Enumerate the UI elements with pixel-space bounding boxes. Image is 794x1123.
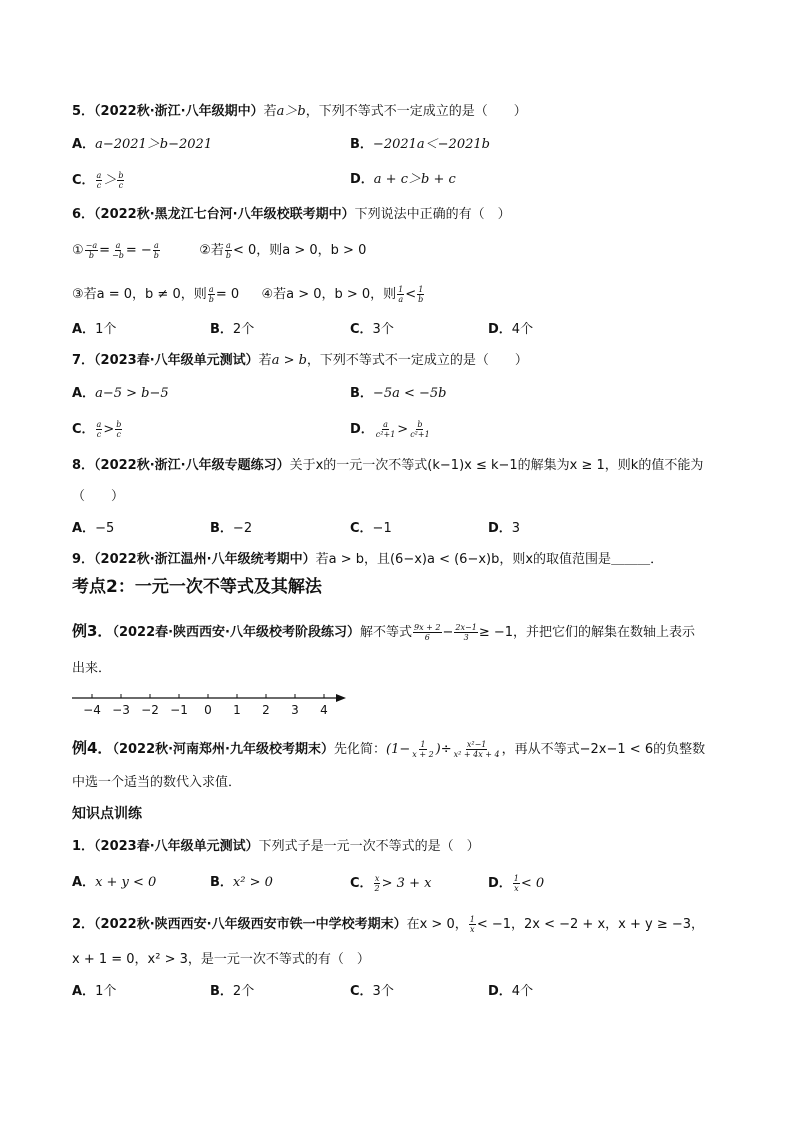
q5-source: （2022秋·浙江·八年级期中） xyxy=(94,104,264,119)
fraction: $\frac{a}{b}$ xyxy=(153,241,159,260)
option-label: C． xyxy=(72,173,95,188)
denominator: 3 xyxy=(463,633,469,642)
option-text: a−5 > b−5 xyxy=(95,386,169,401)
q6-statements-row1 xyxy=(72,241,366,260)
statement-tail: = 0 xyxy=(215,287,240,302)
q7-stem xyxy=(72,352,528,370)
numerator: x²−1 xyxy=(466,740,487,749)
option-text: ＞ xyxy=(103,173,117,188)
q6-statements-row2 xyxy=(72,285,425,304)
fraction xyxy=(411,740,434,759)
option-label: D． xyxy=(488,521,512,536)
number-line-tick-label: 2 xyxy=(262,703,270,717)
example-3-label: 例3． xyxy=(72,622,113,640)
period: ． xyxy=(650,552,664,567)
t1-stem xyxy=(72,838,480,856)
option-label: D． xyxy=(488,876,512,891)
number-line-tick-label: −1 xyxy=(170,703,188,717)
q5-option-c[interactable] xyxy=(72,171,125,190)
example-3-text-b: ≥ −1，并把它们的解集在数轴上表示 xyxy=(478,625,696,640)
q7-option-a[interactable] xyxy=(72,385,169,403)
number-line-tick-label: −2 xyxy=(141,703,159,717)
fraction xyxy=(454,623,477,642)
t2-stem xyxy=(72,915,704,934)
t1-option-c[interactable] xyxy=(350,874,431,893)
q6-statement-3 xyxy=(72,287,239,302)
option-text: x² > 0 xyxy=(232,875,273,890)
t2-option-a[interactable] xyxy=(72,983,116,1001)
option-text: −2 xyxy=(232,521,253,536)
section-heading: 考点2：一元一次不等式及其解法 xyxy=(72,577,322,597)
q5-condition: a＞b xyxy=(276,104,306,119)
q7-source: （2023春·八年级单元测试） xyxy=(94,353,259,368)
t2-number: 2． xyxy=(72,917,95,932)
option-label: A． xyxy=(72,386,96,401)
statement-number: ① xyxy=(72,243,84,258)
option-text: 3 xyxy=(511,521,521,536)
q7-option-d[interactable] xyxy=(350,420,432,439)
example-3-source: （2022春·陕西西安·八年级校考阶段练习） xyxy=(112,625,360,640)
q6-number: 6． xyxy=(72,207,95,222)
fraction-b-over-c: $\frac{b}{c}$ xyxy=(118,171,124,190)
q8-stem xyxy=(72,457,703,475)
example-3-stem xyxy=(72,622,695,642)
fraction: $\frac{1}{a}$ xyxy=(398,285,404,304)
q8-stem-line2: （ ） xyxy=(72,489,125,504)
option-label: B． xyxy=(210,521,233,536)
q5-number: 5． xyxy=(72,104,95,119)
q6-statement-1: ① $\frac{-a}{b}$ = $\frac{a}{-b}$ = − $\frac{a}{b}$ xyxy=(72,241,159,260)
denominator: 6 xyxy=(424,633,430,642)
denominator: x² + 4x + 4 xyxy=(453,750,500,759)
option-label: A． xyxy=(72,137,96,152)
t1-option-d[interactable] xyxy=(488,874,544,893)
q6-text: 下列说法中正确的有（ ） xyxy=(354,207,511,222)
option-label: C． xyxy=(72,422,95,437)
q6-statement-2 xyxy=(199,243,366,258)
q6-stem xyxy=(72,206,511,224)
option-text: 3个 xyxy=(372,984,394,999)
option-text: 3个 xyxy=(372,322,394,337)
q8-text: 关于x的一元一次不等式(k−1)x ≤ k−1的解集为x ≥ 1，则k的值不能为 xyxy=(289,458,704,473)
fraction: $\frac{a}{b}$ xyxy=(225,241,231,260)
option-label: C． xyxy=(350,322,373,337)
fraction-x-over-2: $\frac{x}{2}$ xyxy=(374,874,380,893)
arrow-icon xyxy=(336,694,346,702)
q5-option-b[interactable] xyxy=(350,136,490,154)
q6-source: （2022秋·黑龙江七台河·八年级校联考期中） xyxy=(94,207,355,222)
option-text: x + y < 0 xyxy=(95,875,157,890)
example-3-line2: 出来． xyxy=(72,661,112,676)
option-text: 4个 xyxy=(511,984,534,999)
option-text: a + c＞b + c xyxy=(373,172,456,187)
option-text: a−2021＞b−2021 xyxy=(95,137,213,152)
option-label: B． xyxy=(210,875,233,890)
number-line-tick-label: 0 xyxy=(204,703,212,717)
option-text: 1个 xyxy=(95,322,117,337)
fraction: $\frac{-a}{b}$ xyxy=(85,241,98,260)
t1-number: 1． xyxy=(72,839,95,854)
option-label: D． xyxy=(350,422,374,437)
training-heading: 知识点训练 xyxy=(72,806,142,822)
q8-option-d[interactable] xyxy=(488,520,520,538)
t2-source: （2022秋·陕西西安·八年级西安市铁一中学校考期末） xyxy=(94,917,407,932)
fraction: $\frac{1}{b}$ xyxy=(418,285,424,304)
example-4-stem xyxy=(72,739,705,759)
option-label: A． xyxy=(72,875,96,890)
example-4-text-b: ，再从不等式−2x−1 < 6的负整数 xyxy=(501,742,706,757)
numerator: 2x−1 xyxy=(455,623,477,632)
fraction-1-over-x: $\frac{1}{x}$ xyxy=(513,874,519,893)
equals-sign: = xyxy=(99,243,111,258)
fraction: $\frac{a}{b}$ xyxy=(208,285,214,304)
t2-text-a: 在x > 0， xyxy=(406,917,468,932)
q7-option-b[interactable] xyxy=(350,385,446,403)
t2-option-b[interactable] xyxy=(210,983,254,1001)
denominator: x + 2 xyxy=(412,750,434,759)
option-label: B． xyxy=(210,322,233,337)
q8-source: （2022秋·浙江·八年级专题练习） xyxy=(94,458,290,473)
fraction-a-over-c: $\frac{a}{c}$ xyxy=(96,420,102,439)
paren-close: ) xyxy=(435,742,441,757)
option-text: −5 xyxy=(95,521,115,536)
statement-lead: ②若 xyxy=(199,243,224,258)
fraction-b-over-c2: $\frac{b}{\text{c²+1}}$ xyxy=(410,420,430,439)
statement-tail: < 0，则a > 0，b > 0 xyxy=(232,243,367,258)
option-label: B． xyxy=(210,984,233,999)
q7-number: 7． xyxy=(72,353,95,368)
divide-sign: ÷ xyxy=(440,742,452,757)
numerator: 9x + 2 xyxy=(414,623,441,632)
q6-statement-4 xyxy=(261,287,425,302)
fraction xyxy=(413,623,441,642)
number-line-tick-label: −4 xyxy=(83,703,101,717)
t1-option-a[interactable] xyxy=(72,874,156,892)
option-text: < 0 xyxy=(520,876,545,891)
q7-text-a: 若 xyxy=(258,353,272,368)
option-text: > 3 + x xyxy=(381,876,432,891)
fraction-a-over-c: $\frac{a}{c}$ xyxy=(96,171,102,190)
number-line-tick-label: 1 xyxy=(233,703,241,717)
t2-option-d[interactable] xyxy=(488,983,533,1001)
q8-option-c[interactable] xyxy=(350,520,392,538)
option-text: 2个 xyxy=(232,984,255,999)
option-text: −2021a＜−2021b xyxy=(372,137,490,152)
q5-text-a: 若 xyxy=(263,104,277,119)
fraction-a-over-c2: $\frac{a}{\text{c²+1}}$ xyxy=(375,420,396,439)
less-than-sign: < xyxy=(405,287,417,302)
q6-option-b[interactable] xyxy=(210,321,254,339)
option-text: 4个 xyxy=(511,322,534,337)
number-line-tick-label: 4 xyxy=(320,703,328,717)
t2-stem-line2: x + 1 = 0，x² > 3，是一元一次不等式的有（ ） xyxy=(72,952,370,967)
paren-open: (1− xyxy=(386,742,411,757)
q5-option-a[interactable] xyxy=(72,136,212,154)
q7-option-c[interactable] xyxy=(72,420,123,439)
option-label: A． xyxy=(72,984,96,999)
q8-option-a[interactable] xyxy=(72,520,114,538)
option-text: > xyxy=(103,422,115,437)
example-4-source: （2022秋·河南郑州·九年级校考期末） xyxy=(112,742,334,757)
q6-option-c[interactable] xyxy=(350,321,394,339)
t2-option-c[interactable] xyxy=(350,983,394,1001)
fraction: $\frac{a}{-b}$ xyxy=(112,241,124,260)
example-4-label: 例4． xyxy=(72,739,113,757)
option-label: D． xyxy=(488,984,512,999)
option-label: B． xyxy=(350,386,373,401)
option-label: D． xyxy=(350,172,374,187)
example-4-text-a: 先化简： xyxy=(334,742,387,757)
numerator: 1 xyxy=(420,740,426,749)
option-label: B． xyxy=(350,137,373,152)
number-line-tick-label: −3 xyxy=(112,703,130,717)
option-text: > xyxy=(397,422,409,437)
t1-text: 下列式子是一元一次不等式的是（ ） xyxy=(258,839,480,854)
q9-text: 若a > b，且(6−x)a < (6−x)b，则x的取值范围是 xyxy=(315,552,612,567)
q9-number: 9． xyxy=(72,552,95,567)
q5-text-b: ，下列不等式不一定成立的是（ ） xyxy=(305,104,527,119)
option-text: 2个 xyxy=(232,322,255,337)
option-label: C． xyxy=(350,876,373,891)
option-text: 1个 xyxy=(95,984,117,999)
option-label: A． xyxy=(72,521,96,536)
q5-option-d[interactable] xyxy=(350,171,456,189)
fraction-1-over-x: $\frac{1}{x}$ xyxy=(469,915,475,934)
q9-source: （2022秋·浙江温州·八年级统考期中） xyxy=(94,552,316,567)
number-line xyxy=(70,690,360,720)
q6-option-a[interactable] xyxy=(72,321,116,339)
option-label: A． xyxy=(72,322,96,337)
q5-stem xyxy=(72,103,527,121)
t1-source: （2023春·八年级单元测试） xyxy=(94,839,259,854)
option-text: −1 xyxy=(372,521,392,536)
fraction xyxy=(453,740,501,759)
q7-text-b: ，下列不等式不一定成立的是（ ） xyxy=(306,353,528,368)
q7-condition: a > b xyxy=(271,353,307,368)
option-text: −5a < −5b xyxy=(372,386,447,401)
option-label: D． xyxy=(488,322,512,337)
statement-lead: ③若a = 0，b ≠ 0，则 xyxy=(72,287,207,302)
q9-answer-blank[interactable]: ＿＿＿ xyxy=(611,552,651,567)
minus-sign: − xyxy=(442,625,454,640)
example-4-line2: 中选一个适当的数代入求值． xyxy=(72,775,242,790)
option-label: C． xyxy=(350,984,373,999)
t1-option-b[interactable] xyxy=(210,874,273,892)
q8-number: 8． xyxy=(72,458,95,473)
option-label: C． xyxy=(350,521,373,536)
statement-lead: ④若a > 0，b > 0，则 xyxy=(261,287,397,302)
example-3-text-a: 解不等式 xyxy=(360,625,413,640)
number-line-tick-label: 3 xyxy=(291,703,299,717)
t2-text-b: < −1，2x < −2 + x，x + y ≥ −3， xyxy=(476,917,705,932)
q9-stem xyxy=(72,551,663,569)
fraction-b-over-c: $\frac{b}{c}$ xyxy=(116,420,122,439)
q6-option-d[interactable] xyxy=(488,321,533,339)
q8-option-b[interactable] xyxy=(210,520,252,538)
